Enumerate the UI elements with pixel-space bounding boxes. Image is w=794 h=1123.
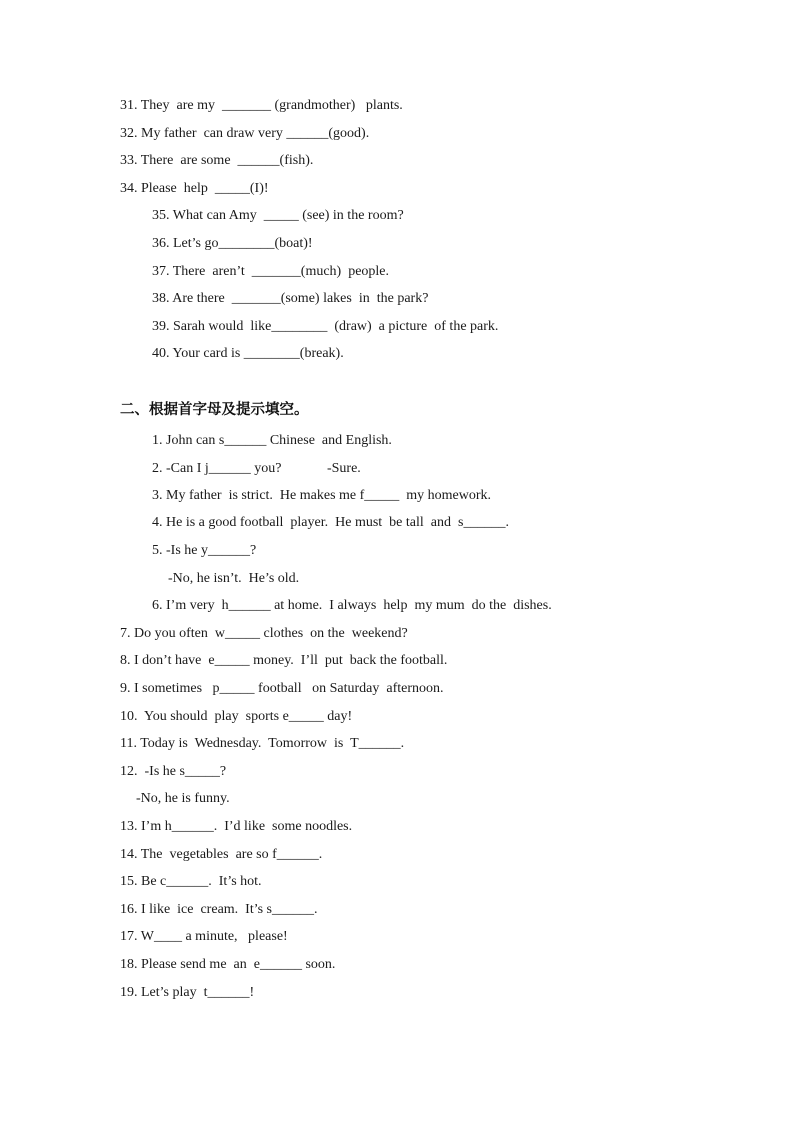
exercise-item-39: 39. Sarah would like________ (draw) a picture of the park. xyxy=(152,319,499,334)
exercise-item-36: 36. Let’s go________(boat)! xyxy=(152,236,313,251)
exercise-item-12-answer: -No, he is funny. xyxy=(136,791,230,806)
exercise-item-2: 2. -Can I j______ you? -Sure. xyxy=(152,461,361,476)
exercise-item-33: 33. There are some ______(fish). xyxy=(120,153,314,168)
exercise-item-31: 31. They are my _______ (grandmother) plants. xyxy=(120,98,403,113)
exercise-item-5-answer: -No, he isn’t. He’s old. xyxy=(168,571,300,586)
exercise-item-1: 1. John can s______ Chinese and English. xyxy=(152,433,392,448)
exercise-item-10: 10. You should play sports e_____ day! xyxy=(120,709,353,724)
exercise-item-8: 8. I don’t have e_____ money. I’ll put back the football. xyxy=(120,653,448,668)
exercise-item-3: 3. My father is strict. He makes me f_____ my homework. xyxy=(152,488,492,503)
exercise-item-34: 34. Please help _____(I)! xyxy=(120,181,269,196)
exercise-item-37: 37. There aren’t _______(much) people. xyxy=(152,264,390,279)
exercise-item-5: 5. -Is he y______? xyxy=(152,543,257,558)
exercise-item-32: 32. My father can draw very ______(good). xyxy=(120,126,370,141)
exercise-item-15: 15. Be c______. It’s hot. xyxy=(120,874,262,889)
exercise-item-40: 40. Your card is ________(break). xyxy=(152,346,344,361)
exercise-item-6: 6. I’m very h______ at home. I always help my mum do the dishes. xyxy=(152,598,552,613)
exercise-item-14: 14. The vegetables are so f______. xyxy=(120,847,323,862)
exercise-item-18: 18. Please send me an e______ soon. xyxy=(120,957,336,972)
exercise-item-7: 7. Do you often w_____ clothes on the weekend? xyxy=(120,626,408,641)
exercise-item-19: 19. Let’s play t______! xyxy=(120,985,255,1000)
exercise-item-12: 12. -Is he s_____? xyxy=(120,764,227,779)
section-heading: 二、根据首字母及提示填空。 xyxy=(120,402,309,418)
exercise-item-11: 11. Today is Wednesday. Tomorrow is T______. xyxy=(120,736,405,751)
exercise-item-35: 35. What can Amy _____ (see) in the room? xyxy=(152,208,404,223)
exercise-item-38: 38. Are there _______(some) lakes in the park? xyxy=(152,291,429,306)
exercise-item-16: 16. I like ice cream. It’s s______. xyxy=(120,902,318,917)
exercise-item-13: 13. I’m h______. I’d like some noodles. xyxy=(120,819,353,834)
exercise-item-9: 9. I sometimes p_____ football on Saturday afternoon. xyxy=(120,681,444,696)
exercise-item-4: 4. He is a good football player. He must be tall and s______. xyxy=(152,515,509,530)
exercise-item-17: 17. W____ a minute, please! xyxy=(120,929,288,944)
